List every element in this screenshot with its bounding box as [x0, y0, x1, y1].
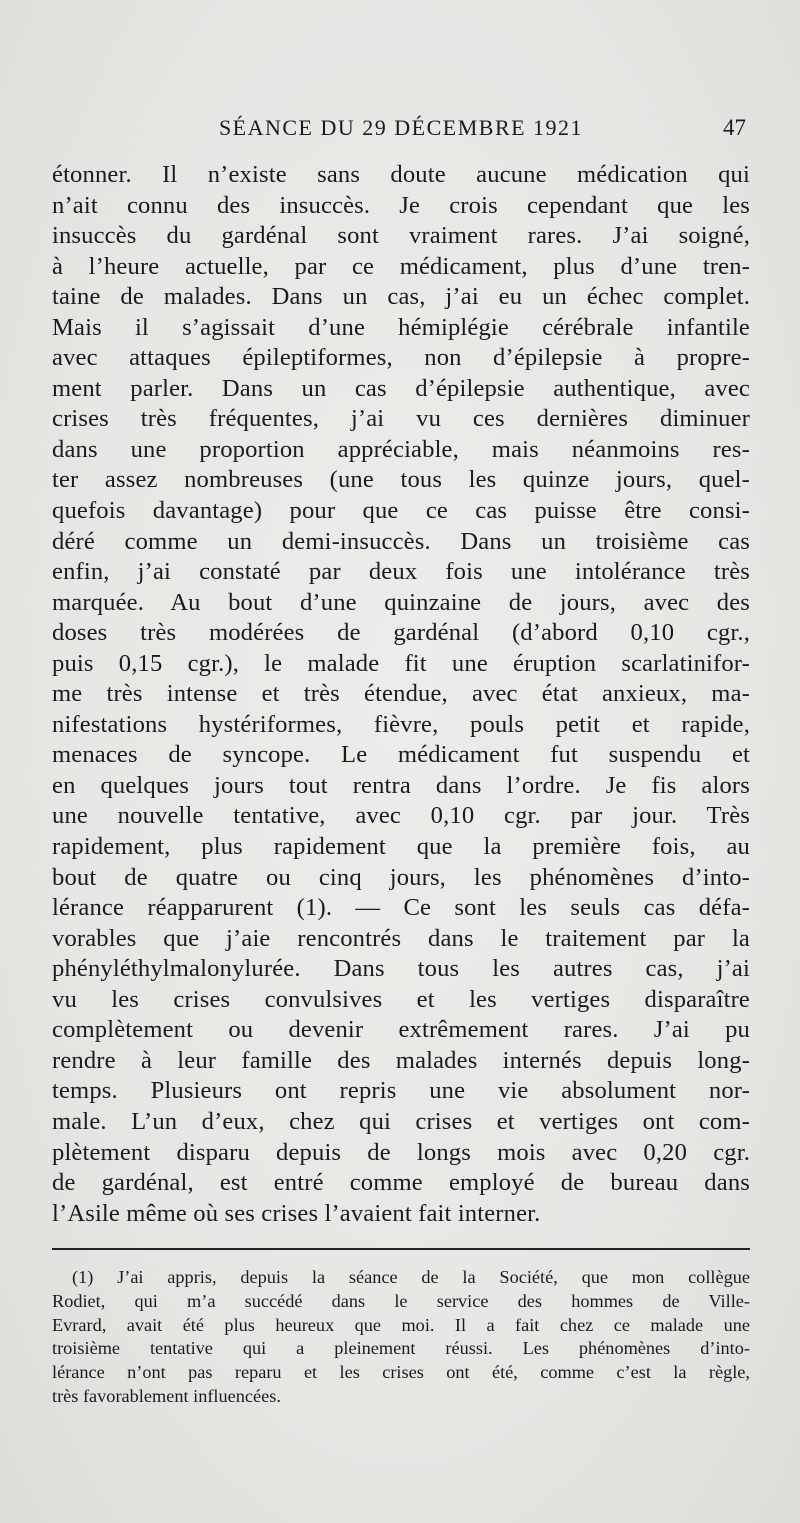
text-line: taine de malades. Dans un cas, j’ai eu un échec complet. [52, 283, 750, 311]
text-line: déré comme un demi-insuccès. Dans un troisième cas [52, 527, 750, 555]
text-line: à l’heure actuelle, par ce médicament, plus d’une tren- [52, 252, 750, 280]
text-line: ment parler. Dans un cas d’épilepsie authentique, avec [52, 374, 750, 402]
footnote-line: lérance n’ont pas reparu et les crises ont été, comme c’est la règle, [52, 1362, 750, 1383]
footnote-line: très favorablement influencées. [52, 1385, 281, 1406]
text-line: une nouvelle tentative, avec 0,10 cgr. par jour. Très [52, 802, 750, 830]
text-line: male. L’un d’eux, chez qui crises et vertiges ont com- [52, 1107, 750, 1135]
running-head: SÉANCE DU 29 DÉCEMBRE 1921 [218, 115, 584, 140]
text-line: puis 0,15 cgr.), le malade fit une éruption scarlatinifor- [52, 649, 750, 677]
footnote-rule [52, 1248, 750, 1250]
footnote [52, 1266, 750, 1409]
footnote-line: Rodiet, qui m’a succédé dans le service des hommes de Ville- [52, 1290, 750, 1311]
text-line: doses très modérées de gardénal (d’abord 0,10 cgr., [52, 619, 750, 647]
text-line: enfin, j’ai constaté par deux fois une intolérance très [52, 558, 750, 586]
text-line: complètement ou devenir extrêmement rares. J’ai pu [52, 1016, 750, 1044]
footnote-line: troisième tentative qui a pleinement réussi. Les phénomènes d’into- [52, 1338, 750, 1359]
text-line: crises très fréquentes, j’ai vu ces dernières diminuer [52, 405, 750, 433]
text-line: n’ait connu des insuccès. Je crois cependant que les [52, 191, 750, 219]
text-line: rapidement, plus rapidement que la première fois, au [52, 833, 750, 861]
text-line: vu les crises convulsives et les vertiges disparaître [52, 985, 750, 1013]
text-line: avec attaques épileptiformes, non d’épilepsie à propre- [52, 344, 750, 372]
footnote-line: (1) J’ai appris, depuis la séance de la Société, que mon collègue [72, 1267, 750, 1287]
text-line: dans une proportion appréciable, mais néanmoins res- [52, 435, 750, 463]
text-line: en quelques jours tout rentra dans l’ordre. Je fis alors [52, 771, 750, 799]
text-line: me très intense et très étendue, avec état anxieux, ma- [52, 680, 750, 708]
text-line: marquée. Au bout d’une quinzaine de jours, avec des [52, 588, 750, 616]
body-text [52, 160, 750, 1229]
text-line: l’Asile même où ses crises l’avaient fait interner. [52, 1199, 541, 1227]
text-line: lérance réapparurent (1). — Ce sont les seuls cas défa- [52, 894, 750, 922]
text-line: ter assez nombreuses (une tous les quinze jours, quel- [52, 466, 750, 494]
footnote-line: Evrard, avait été plus heureux que moi. Il a fait chez ce malade une [52, 1314, 750, 1335]
text-line: Mais il s’agissait d’une hémiplégie cérébrale infantile [52, 313, 750, 341]
page-number: 47 [723, 115, 746, 140]
text-line: menaces de syncope. Le médicament fut suspendu et [52, 741, 750, 769]
text-line: vorables que j’aie rencontrés dans le traitement par la [52, 924, 750, 952]
text-line: étonner. Il n’existe sans doute aucune médication qui [52, 161, 750, 188]
text-line: phényléthylmalonylurée. Dans tous les autres cas, j’ai [52, 955, 750, 983]
text-line: bout de quatre ou cinq jours, les phénomènes d’into- [52, 863, 750, 891]
text-line: nifestations hystériformes, fièvre, pouls petit et rapide, [52, 710, 750, 738]
text-line: rendre à leur famille des malades internés depuis long- [52, 1046, 750, 1074]
text-line: temps. Plusieurs ont repris une vie absolument nor- [52, 1077, 750, 1105]
text-line: de gardénal, est entré comme employé de bureau dans [52, 1169, 750, 1197]
text-line: insuccès du gardénal sont vraiment rares. J’ai soigné, [52, 222, 750, 250]
text-line: plètement disparu depuis de longs mois avec 0,20 cgr. [52, 1138, 750, 1166]
text-line: quefois davantage) pour que ce cas puisse être consi- [52, 497, 750, 525]
page-header [52, 115, 750, 145]
